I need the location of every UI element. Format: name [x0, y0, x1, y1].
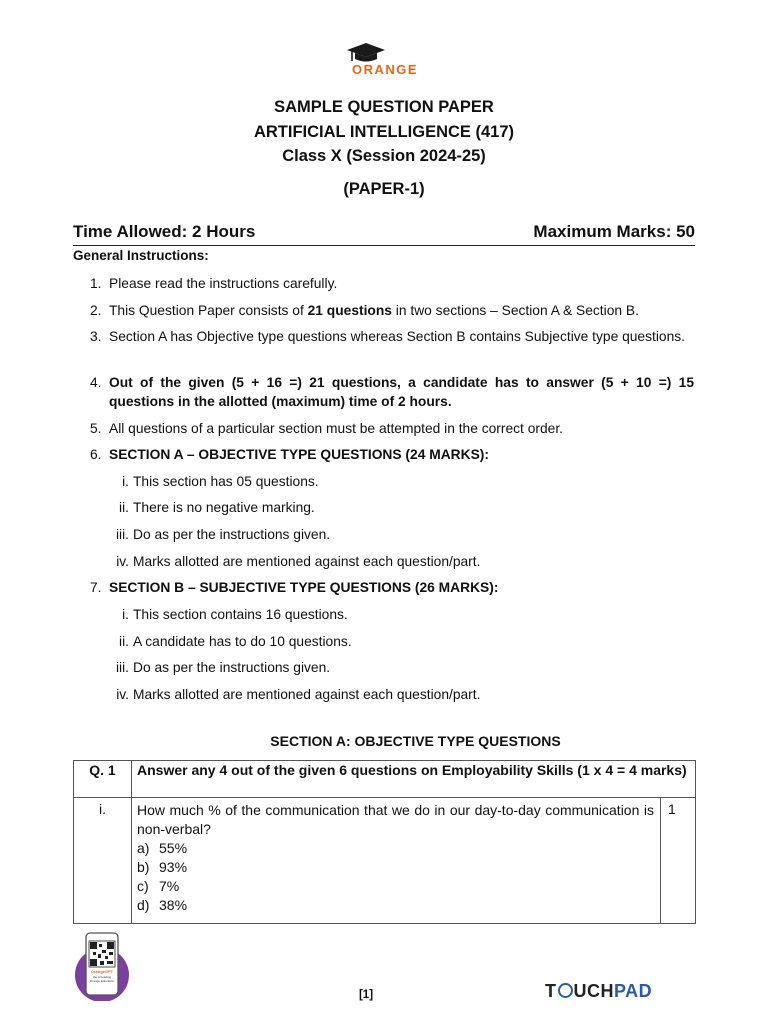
maximum-marks: Maximum Marks: 50	[533, 222, 695, 241]
orange-logo	[344, 42, 428, 78]
touchpad-o-icon	[558, 983, 573, 998]
question-count: 21 questions	[307, 303, 392, 318]
title-line-3: Class X (Session 2024-25)	[282, 147, 486, 165]
instruction-item: 3. Section A has Objective type questions whereas Section B contains Subjective type questions.	[90, 329, 685, 344]
instruction-item: 4. Out of the given (5 + 16 =) 21 questions, a candidate has to answer (5 + 10 =) 15 questions in the allotted (maximum) time of 2 hours.	[90, 375, 694, 409]
time-marks-row	[73, 222, 695, 242]
option-c: c) 7%	[137, 878, 180, 894]
section-a-point: iii. Do as per the instructions given.	[115, 527, 331, 542]
section-a-point: i. This section has 05 questions.	[122, 474, 319, 489]
qr-caption: OrangeGPT	[90, 969, 114, 974]
instruction-item: 7. SECTION B – SUBJECTIVE TYPE QUESTIONS (26 MARKS):	[90, 580, 499, 595]
section-a-point: ii. There is no negative marking.	[119, 500, 315, 515]
section-b-heading: SECTION B – SUBJECTIVE TYPE QUESTIONS (26 MARKS):	[109, 580, 499, 595]
option-d: d) 38%	[137, 897, 188, 913]
section-b-point: ii. A candidate has to do 10 questions.	[119, 634, 352, 649]
question-heading: Answer any 4 out of the given 6 questions on Employability Skills (1 x 4 = 4 marks)	[132, 761, 696, 798]
sub-question-number: i.	[74, 798, 132, 924]
question-body	[132, 798, 661, 924]
paper-title-block	[0, 95, 768, 201]
section-b-point: iii. Do as per the instructions given.	[115, 660, 331, 675]
instruction-item: 5. All questions of a particular section must be attempted in the correct order.	[90, 421, 563, 436]
paper-number: (PAPER-1)	[343, 179, 425, 198]
title-line-1: SAMPLE QUESTION PAPER	[274, 98, 494, 116]
question-text: How much % of the communication that we do in our day-to-day communication is non-verbal?	[137, 802, 654, 837]
section-a-heading: SECTION A – OBJECTIVE TYPE QUESTIONS (24 MARKS):	[109, 447, 489, 462]
qr-subcaption-2: Orange Education	[89, 979, 115, 983]
option-b: b) 93%	[137, 859, 188, 875]
section-a-title: SECTION A: OBJECTIVE TYPE QUESTIONS	[270, 733, 561, 749]
section-a-point: iv. Marks allotted are mentioned against each question/part.	[116, 554, 481, 569]
time-allowed: Time Allowed: 2 Hours	[73, 222, 256, 241]
instruction-item: 1. Please read the instructions carefully.	[90, 276, 338, 291]
general-instructions-heading: General Instructions:	[73, 248, 209, 263]
graduation-cap-icon	[346, 42, 386, 64]
question-number: Q. 1	[74, 761, 132, 798]
question-row	[74, 798, 696, 924]
qr-subcaption-1: the AI leading	[92, 975, 112, 979]
question-table	[73, 760, 696, 924]
instruction-item: 2. This Question Paper consists of 21 questions in two sections – Section A & Section B.	[90, 303, 639, 318]
question-header-row	[74, 761, 696, 798]
logo-text: ORANGE	[352, 62, 419, 77]
section-b-point: i. This section contains 16 questions.	[122, 607, 348, 622]
option-a: a) 55%	[137, 840, 188, 856]
section-b-point: iv. Marks allotted are mentioned against each question/part.	[116, 687, 481, 702]
instruction-item: 6. SECTION A – OBJECTIVE TYPE QUESTIONS (24 MARKS):	[90, 447, 489, 462]
title-line-2: ARTIFICIAL INTELLIGENCE (417)	[253, 122, 515, 141]
question-marks: 1	[661, 798, 696, 924]
touchpad-logo: T UCHPAD	[545, 981, 653, 1001]
page-number: [1]	[358, 989, 374, 1001]
header-divider	[73, 245, 695, 246]
